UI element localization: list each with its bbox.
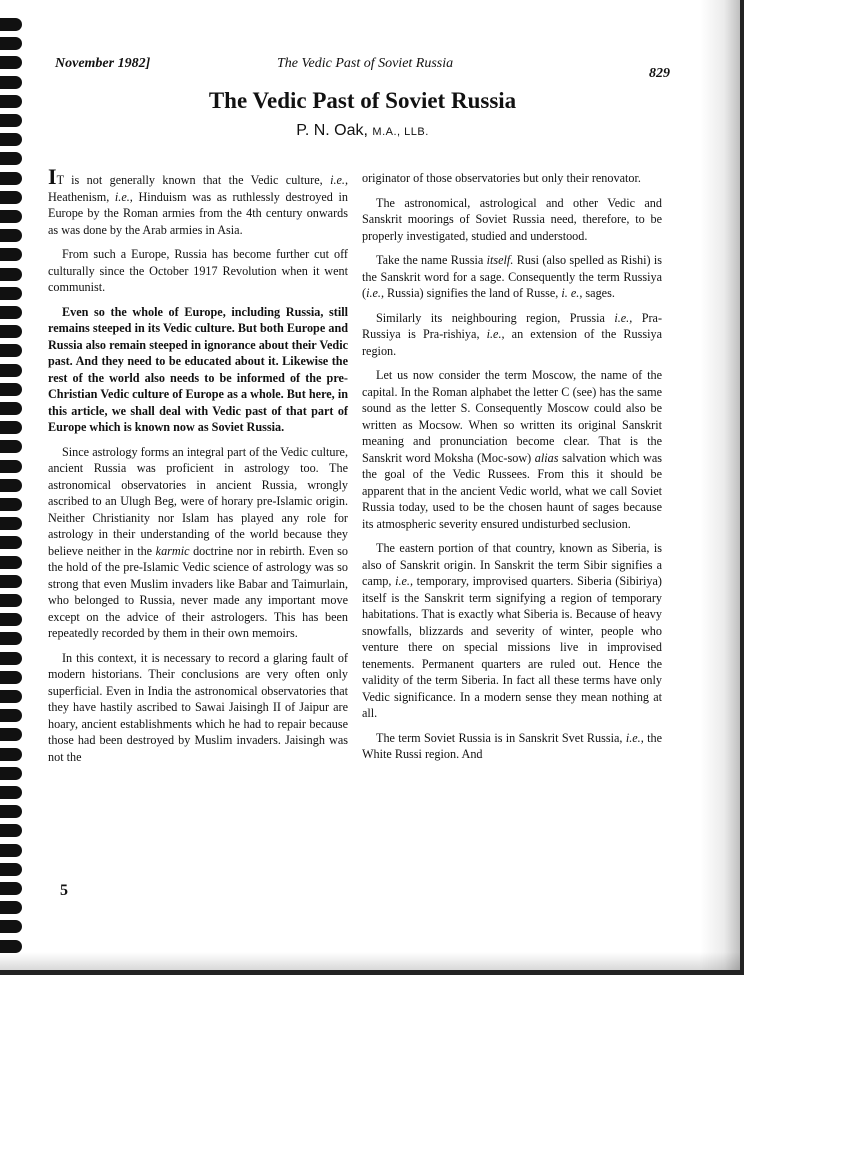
binding-hole: [0, 824, 22, 837]
drop-cap: I: [48, 164, 57, 189]
binding-hole: [0, 76, 22, 89]
binding-hole: [0, 191, 22, 204]
binding-hole: [0, 805, 22, 818]
paragraph: [362, 252, 662, 302]
binding-hole: [0, 863, 22, 876]
paragraph: In this context, it is necessary to record a glaring fault of modern historians. Their conclusions are very often only superficial. Even in India the astronomical observatories that they have hastily ascribed to Sawai Jaisingh II of Jaipur are hoary, ancient establishments which he had to repair because those had been destroyed by Muslim invaders. Jaisingh was not the: [48, 650, 348, 764]
binding-hole: [0, 460, 22, 473]
binding-hole: [0, 920, 22, 933]
text-run: Pra-Russiya is Pra-rishiya,: [362, 310, 662, 341]
binding-hole: [0, 632, 22, 645]
binding-hole: [0, 325, 22, 338]
binding-hole: [0, 210, 22, 223]
text-run: the White Russi region. And: [362, 730, 663, 761]
binding-hole: [0, 844, 22, 857]
author-line: [0, 122, 725, 140]
running-head-title: The Vedic Past of Soviet Russia: [277, 56, 454, 71]
text-run: salvation which was the goal of the Vedic Russees. From this it should be apparent that in the ancient Vedic world, what we call Soviet Russia today, used to be the chosen haunt of sages because its atmospheric severity ensured undisturbed seclusion.: [362, 450, 662, 531]
binding-hole: [0, 152, 22, 165]
binding-hole: [0, 479, 22, 492]
binding-hole: [0, 767, 22, 780]
binding-hole: [0, 940, 22, 953]
text-run: Heathenism,: [48, 189, 115, 204]
binding-hole: [0, 172, 22, 185]
page-edge-bottom: [0, 952, 740, 975]
running-head-date: November 1982]: [55, 56, 151, 71]
binding-hole: [0, 56, 22, 69]
running-head: [55, 56, 670, 81]
italic-run: i.e.,: [330, 173, 348, 187]
binding-hole: [0, 613, 22, 626]
text-run: Since astrology forms an integral part of the Vedic culture, ancient Russia was proficient in astrology too. The astronomical observatories in ancient Russia, wrongly ascribed to an Ulugh Beg, were of horary pre-Islamic origin. Neither Christianity nor Islam has played any role for astrology in their understanding of the world because they believe neither in the: [48, 444, 348, 558]
paragraph: [362, 310, 662, 360]
right-column: [362, 170, 662, 771]
binding-hole: [0, 229, 22, 242]
paragraph: originator of those observatories but only their renovator.: [362, 171, 641, 185]
binding-hole: [0, 517, 22, 530]
text-run: temporary, improvised quarters. Siberia (Sibiriya) itself is the Sanskrit term signifying a region of temporary habitations. That is exactly what Siberia is. Because of heavy snowfalls, blizzards and severity of winter, people who venture there on special missions live in improvised tenements. Permanent quarters are ruled out. Hence the validity of the term Siberia. In fact all these terms have only Vedic significance. In a modern sense they mean nothing at all.: [362, 574, 662, 720]
italic-run: i.e.,: [395, 574, 414, 588]
binding-hole: [0, 364, 22, 377]
page-number: 829: [649, 66, 670, 81]
binding-hole: [0, 652, 22, 665]
text-run: Similarly its neighbouring region, Prussia: [376, 310, 615, 325]
binding-hole: [0, 402, 22, 415]
italic-run: i.e.,: [114, 189, 133, 204]
text-run: The term Soviet Russia is in Sanskrit Svet Russia,: [376, 730, 626, 745]
text-run: Take the name Russia: [376, 253, 487, 267]
text-run: The eastern portion of that country, known as Siberia, is also of Sanskrit origin. In Sanskrit the term Sibir signifies a camp,: [362, 541, 662, 588]
binding-hole: [0, 287, 22, 300]
binding-hole: [0, 671, 22, 684]
text-run: T is not generally known that the Vedic culture,: [56, 173, 331, 187]
italic-run: i.e.,: [366, 286, 384, 300]
paragraph-bold: Even so the whole of Europe, including Russia, still remains steeped in its Vedic culture. But both Europe and Russia also remain steeped in ignorance about their Vedic past. And they need to be educated about it. Likewise the rest of the world also needs to be informed of the pre-Christian Vedic culture of Europe as a whole. But here, in this article, we shall deal with Vedic past of that part of Europe which is known now as Soviet Russia.: [48, 304, 348, 434]
binding-hole: [0, 748, 22, 761]
binding-hole: [0, 575, 22, 588]
binding-hole: [0, 498, 22, 511]
binding-hole: [0, 248, 22, 261]
binding-hole: [0, 690, 22, 703]
page-edge-right: [700, 0, 744, 975]
author-name: P. N. Oak,: [296, 122, 368, 139]
binding-hole: [0, 383, 22, 396]
text-run: Russia) signifies the land of Russe,: [384, 286, 562, 300]
binding-hole: [0, 344, 22, 357]
text-run: doctrine nor in rebirth. Even so the hold of the pre-Islamic Vedic science of astrology was so strong that even Muslim invaders like Babar and Taimurlain, who belonged to Russia, never made any important move except on the advice of their astrologers. This has been repeatedly recorded by them in their own memoirs.: [48, 543, 348, 640]
paragraph: The astronomical, astrological and other Vedic and Sanskrit moorings of Soviet Russia need, therefore, to be properly investigated, studied and understood.: [362, 195, 662, 243]
paragraph: [362, 730, 662, 763]
spiral-binding: [0, 0, 26, 960]
text-run: Rusi (also spelled as Rishi) is the Sanskrit word for a sage. Consequently the term Russiya (: [362, 253, 662, 300]
binding-hole: [0, 268, 22, 281]
binding-hole: [0, 728, 22, 741]
italic-run: alias: [534, 450, 559, 465]
binding-hole: [0, 37, 22, 50]
text-run: sages.: [582, 286, 615, 300]
text-run: Let us now consider the term Moscow, the name of the capital. In the Roman alphabet the letter C (see) has the same sound as the letter S. Consequently Moscow could also be written as Mocsow. When so written its original Sanskrit meaning and pronunciation become clear. That is the Sanskrit word Moksha (Moc-sow): [362, 368, 662, 465]
binding-hole: [0, 306, 22, 319]
italic-run: i.e.,: [614, 310, 633, 325]
italic-run: karmic: [155, 543, 190, 558]
italic-run: i.e.,: [486, 327, 505, 341]
binding-hole: [0, 594, 22, 607]
left-column: [48, 164, 348, 773]
binding-hole: [0, 786, 22, 799]
binding-hole: [0, 536, 22, 549]
binding-hole: [0, 556, 22, 569]
binding-hole: [0, 901, 22, 914]
author-degrees: M.A., LLB.: [372, 126, 429, 138]
paragraph: [362, 367, 662, 532]
text-run: an extension of the Russiya region.: [362, 327, 662, 358]
paragraph: [48, 444, 348, 642]
paragraph: [48, 164, 348, 238]
paragraph: From such a Europe, Russia has become further cut off culturally since the October 1917 Revolution when it went communist.: [48, 247, 348, 294]
folio-number: 5: [60, 882, 68, 899]
article-title: The Vedic Past of Soviet Russia: [208, 88, 517, 113]
italic-run: i.e.,: [625, 730, 644, 745]
binding-hole: [0, 18, 22, 31]
italic-run: itself.: [486, 253, 514, 267]
binding-hole: [0, 709, 22, 722]
binding-hole: [0, 882, 22, 895]
text-run: Hinduism was as ruthlessly destroyed in Europe by the Roman armies from the 4th century onwards as was done by the Arab armies in Asia.: [48, 189, 348, 237]
binding-hole: [0, 421, 22, 434]
italic-run: i. e.,: [561, 286, 583, 300]
binding-hole: [0, 440, 22, 453]
paragraph: [362, 540, 662, 722]
